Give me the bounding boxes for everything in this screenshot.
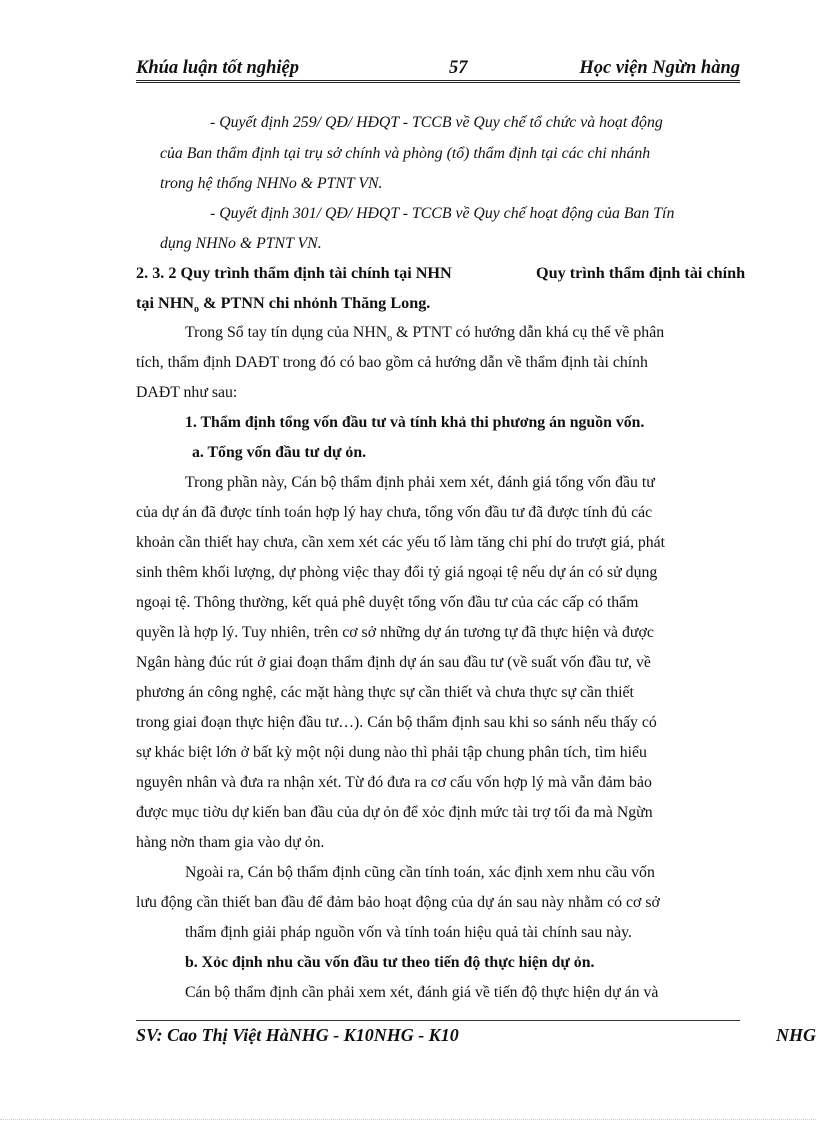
header-page-number: 57 bbox=[449, 58, 468, 78]
text-line: Ngân hàng đúc rút ở giai đoạn thẩm định dự án sau đầu tư (về suất vốn đầu tư, về bbox=[136, 654, 651, 671]
text-line: lưu động cần thiết ban đầu để đảm bảo hoạt động của dự án sau này nhằm có cơ sở bbox=[136, 894, 660, 911]
text-line: DAĐT như sau: bbox=[136, 384, 238, 401]
text-line: của dự án đã được tính toán hợp lý hay chưa, tổng vốn đầu tư đã được tính đủ các bbox=[136, 504, 653, 521]
header-institution: Học viện Ngừn hàng bbox=[579, 58, 740, 78]
text-line: dụng NHNo & PTNT VN. bbox=[160, 235, 322, 252]
text-line: thẩm định giải pháp nguồn vốn và tính toán hiệu quả tài chính sau này. bbox=[185, 924, 632, 941]
text-line: quyền là hợp lý. Tuy nhiên, trên cơ sở những dự án tương tự đã thực hiện và được bbox=[136, 624, 654, 641]
text-line: Ngoài ra, Cán bộ thẩm định cũng cần tính toán, xác định xem nhu cầu vốn bbox=[185, 864, 655, 881]
text-line: ngoại tệ. Thông thường, kết quả phê duyệt tổng vốn đầu tư của các cấp có thẩm bbox=[136, 594, 639, 611]
page-header bbox=[136, 58, 740, 80]
section-heading-cont: tại $NHN_o$ & PTNN chi nhỏnh Thăng Long. bbox=[136, 294, 431, 315]
text-line: hàng nờn tham gia vào dự ỏn. bbox=[136, 834, 325, 851]
text-line: - Quyết định 259/ QĐ/ HĐQT - TCCB về Quy chế tổ chức và hoạt động bbox=[210, 114, 663, 131]
text-line: - Quyết định 301/ QĐ/ HĐQT - TCCB về Quy chế hoạt động của Ban Tín bbox=[210, 205, 675, 222]
text-line: tích, thẩm định DAĐT trong đó có bao gồm cả hướng dẫn về thẩm định tài chính bbox=[136, 354, 648, 371]
text-line: sinh thêm khối lượng, dự phòng việc thay đổi tỷ giá ngoại tệ nếu dự án có sử dụng bbox=[136, 564, 658, 581]
section-heading: 2. 3. 2 Quy trình thẩm định tài chính tại NHN bbox=[136, 264, 452, 282]
subsection-heading: a. Tổng vốn đầu tư dự ỏn. bbox=[192, 444, 367, 461]
text-line: nguyên nhân và đưa ra nhận xét. Từ đó đưa ra cơ cấu vốn hợp lý mà vẫn đảm bảo bbox=[136, 774, 652, 791]
page-edge-dotted-line bbox=[0, 1119, 816, 1120]
subsection-heading: b. Xỏc định nhu cầu vốn đầu tư theo tiến độ thực hiện dự ỏn. bbox=[185, 954, 595, 971]
text-line: Cán bộ thẩm định cần phải xem xét, đánh giá về tiến độ thực hiện dự án và bbox=[185, 984, 659, 1001]
subsection-heading: 1. Thẩm định tổng vốn đầu tư và tính khả thi phương án nguồn vốn. bbox=[185, 414, 645, 431]
text-line: trong hệ thống NHNo & PTNT VN. bbox=[160, 175, 383, 192]
text-line: sự khác biệt lớn ở bất kỳ một nội dung nào thì phải tập chung phân tích, tìm hiểu bbox=[136, 744, 647, 761]
text-line: của Ban thẩm định tại trụ sở chính và phòng (tổ) thẩm định tại các chi nhánh bbox=[160, 145, 651, 162]
header-thesis-title: Khúa luận tốt nghiệp bbox=[136, 58, 299, 78]
header-divider bbox=[136, 80, 740, 83]
footer-class: NHG bbox=[776, 1025, 816, 1045]
text-line: Trong phần này, Cán bộ thẩm định phải xem xét, đánh giá tổng vốn đầu tư bbox=[185, 474, 655, 491]
section-heading-overlap: Quy trình thẩm định tài chính bbox=[536, 264, 746, 282]
text-line: khoản cần thiết hay chưa, cần xem xét các yếu tố làm tăng chi phí do trượt giá, phát bbox=[136, 534, 666, 551]
footer-divider bbox=[136, 1020, 740, 1021]
text-line: Trong Sổ tay tín dụng của $NHN_o$ & PTNT có hướng dẫn khá cụ thể về phân bbox=[185, 324, 665, 344]
text-line: được mục tiờu dự kiến ban đầu của dự ỏn để xỏc định mức tài trợ tối đa mà Ngừn bbox=[136, 804, 653, 821]
text-line: trong giai đoạn thực hiện đầu tư…). Cán bộ thẩm định sau khi so sánh nếu thấy có bbox=[136, 714, 657, 731]
text-line: phương án công nghệ, các mặt hàng thực sự cần thiết và chưa thực sự cần thiết bbox=[136, 684, 634, 701]
footer-student: SV: Cao Thị Việt HàNHG - K10NHG - K10 bbox=[136, 1025, 459, 1045]
